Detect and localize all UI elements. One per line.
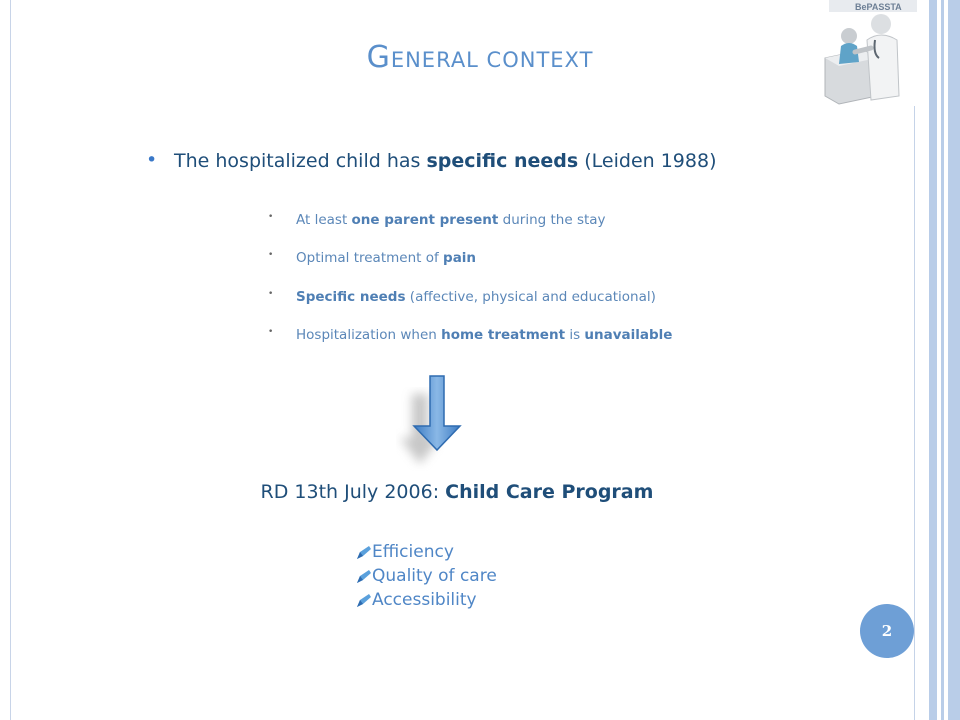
sub-bullet-prefix: At least	[296, 212, 352, 228]
main-bullet-prefix: The hospitalized child has	[174, 150, 427, 172]
rd-bold: Child Care Program	[445, 481, 654, 503]
sub-bullet-prefix: Optimal treatment of	[296, 250, 444, 266]
right-decorative-bars	[914, 0, 960, 720]
main-bullet-bold: specific needs	[426, 150, 579, 172]
sub-bullet-bold-2: unavailable	[584, 327, 673, 343]
title-initial: G	[366, 40, 391, 75]
bullet-dot: •	[268, 212, 274, 222]
sub-bullet-text	[296, 212, 606, 228]
pencil-bullet-icon	[355, 544, 373, 562]
bullet-dot: •	[146, 149, 158, 171]
page-number-badge	[860, 604, 914, 658]
rd-statement	[0, 481, 914, 503]
sub-bullet-prefix: Hospitalization when	[296, 327, 442, 343]
sub-bullet-bold: pain	[443, 250, 477, 266]
sub-bullet-text	[296, 250, 476, 266]
rd-prefix: RD 13th July 2006:	[260, 481, 446, 503]
sub-bullet-mid: is	[565, 327, 585, 343]
sub-bullet-suffix: during the stay	[498, 212, 606, 228]
sub-bullet-bold: one parent present	[351, 212, 499, 228]
main-bullet-text	[174, 150, 717, 172]
bullet-dot: •	[268, 327, 274, 337]
main-bullet-suffix: (Leiden 1988)	[578, 150, 717, 172]
doctor-examining-child-icon	[815, 0, 917, 106]
bepassta-logo	[815, 0, 917, 106]
sub-bullet-suffix: (affective, physical and educational)	[405, 289, 656, 305]
title-rest: ENERAL CONTEXT	[390, 48, 594, 72]
page-number: 2	[881, 622, 893, 640]
pencil-bullet-icon	[355, 592, 373, 610]
goal-label: Quality of care	[372, 566, 497, 586]
goal-label: Accessibility	[372, 590, 477, 610]
goal-label: Efficiency	[372, 542, 454, 562]
bullet-dot: •	[268, 289, 274, 299]
down-arrow-icon	[390, 372, 480, 472]
logo-text: BePASSTA	[855, 2, 902, 12]
sub-bullet-bold: home treatment	[441, 327, 566, 343]
sub-bullet-bold: Specific needs	[296, 289, 406, 305]
left-border-line	[10, 0, 11, 720]
pencil-bullet-icon	[355, 568, 373, 586]
sub-bullet-text	[296, 327, 672, 343]
sub-bullet-text	[296, 289, 656, 305]
bullet-dot: •	[268, 250, 274, 260]
